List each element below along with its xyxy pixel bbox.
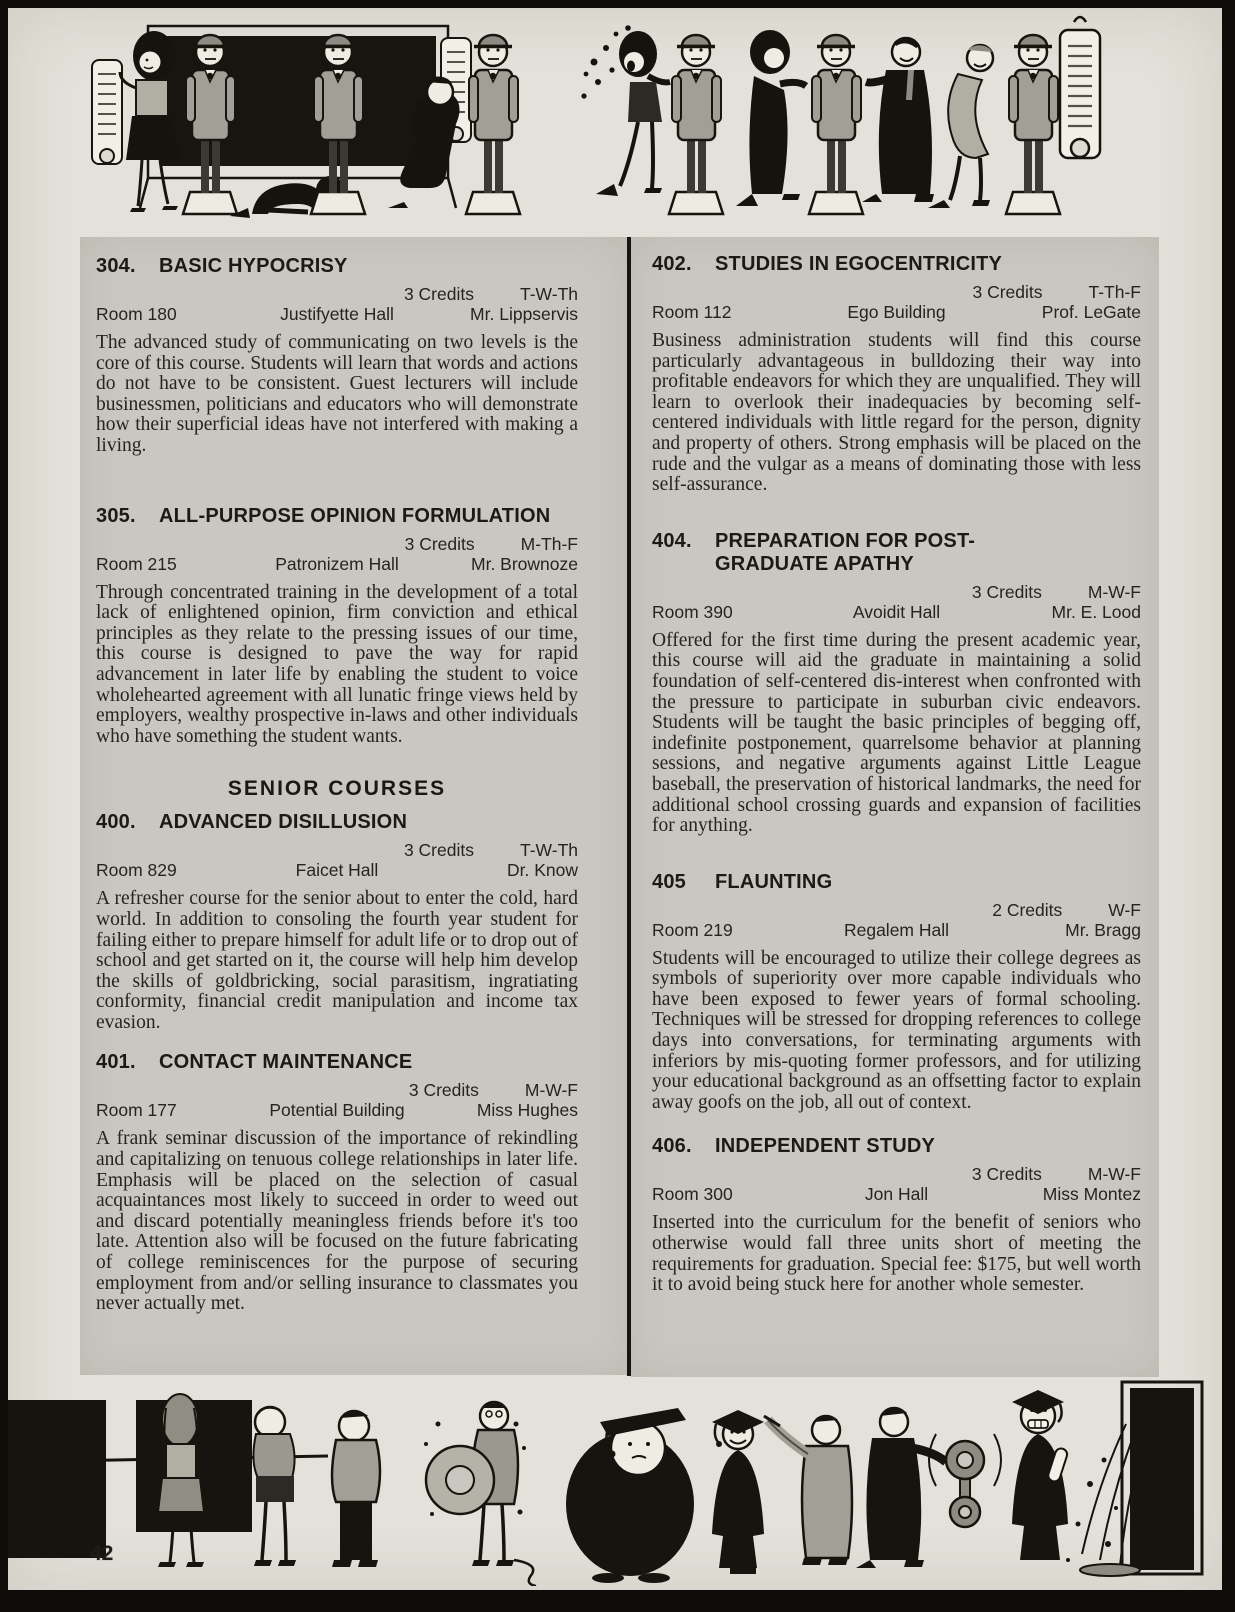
course-402 xyxy=(652,253,1141,496)
building-value: Jon Hall xyxy=(864,1184,929,1205)
course-number: 402. xyxy=(652,253,692,275)
dejected-girl-figure xyxy=(158,1394,204,1567)
grinning-graduate-figure xyxy=(1012,1390,1069,1560)
life-preserver-student-figure xyxy=(424,1402,536,1586)
credits-value: 3 Credits xyxy=(404,533,475,554)
credits-value: 3 Credits xyxy=(408,1080,479,1101)
room-value: Room 219 xyxy=(652,919,733,940)
room-value: Room 300 xyxy=(652,1184,733,1205)
smiling-flatterer-figure xyxy=(862,38,934,202)
pedestal-man-figure xyxy=(809,35,863,214)
credits-row xyxy=(652,283,1141,302)
room-value: Room 390 xyxy=(652,601,733,622)
course-description: Offered for the first time during the present academic year, this course will aid the graduate in maintaining a solid foundation of self-centered dis-interest when confronted with the pressure to participate in suburban civic endeavors. Students will be taught the basic principles of begging off, indefinite postponement, quarrelsome behavior at planning sessions, and negative arguments against Little League baseball, the preservation of historical landmarks, the need for additional school crossing guards and expansion of facilities for anything. xyxy=(652,629,1141,837)
course-title: BASIC HYPOCRISY xyxy=(159,255,348,277)
course-heading xyxy=(652,871,1141,894)
backpatting-admirers-figures xyxy=(736,30,806,206)
course-title: FLAUNTING xyxy=(715,870,833,893)
meta-row xyxy=(652,603,1141,622)
windup-key-icon xyxy=(929,1434,1001,1527)
bottom-cartoon-strip xyxy=(8,1364,1222,1586)
credits-value: 3 Credits xyxy=(972,282,1043,302)
meta-row xyxy=(96,555,578,574)
course-heading xyxy=(652,530,1141,576)
pedestal-worship-cartoon xyxy=(8,12,1222,226)
course-number: 404. xyxy=(652,529,692,552)
course-405 xyxy=(652,871,1141,1114)
credits-value: 3 Credits xyxy=(403,840,474,861)
instructor-value: Miss Hughes xyxy=(476,1100,578,1121)
hunched-laugher-figure xyxy=(928,45,993,208)
instructor-value: Mr. Lippservis xyxy=(470,304,578,324)
course-title: PREPARATION FOR POST-GRADUATE APATHY xyxy=(715,529,976,575)
right-text-panel xyxy=(631,237,1159,1377)
course-description: Students will be encouraged to utilize their college degrees as symbols of superiority over more capable individuals who have been exposed to fewer years of formal schooling. Techniques will be stressed for dropping references to college days into conversations, for terminating arguments with inferiors by mis-quoting former professors, and for utilizing your educational background as an offsetting factor to explain away goofs on the job, all out of context. xyxy=(652,947,1141,1113)
capped-graduate-figure xyxy=(712,1410,764,1574)
room-value: Room 180 xyxy=(96,304,177,324)
days-value: T-W-Th xyxy=(519,284,578,304)
course-number: 401. xyxy=(96,1051,136,1074)
crying-woman-figure xyxy=(581,25,670,196)
section-heading: SENIOR COURSES xyxy=(227,777,447,801)
room-value: Room 177 xyxy=(96,1100,177,1121)
credits-row xyxy=(652,901,1141,920)
course-description: Inserted into the curriculum for the benefit of seniors who otherwise would fall three units short of meeting the requirements for graduation. Special fee: $175, but well worth it to avoid being stuck here for another whole semester. xyxy=(652,1212,1141,1296)
course-title: ALL-PURPOSE OPINION FORMULATION xyxy=(159,504,551,527)
course-heading xyxy=(96,255,578,278)
instructor-value: Mr. E. Lood xyxy=(1051,601,1141,622)
meta-row xyxy=(652,303,1141,322)
course-title: ADVANCED DISILLUSION xyxy=(159,811,408,834)
pedestal-man-figure xyxy=(669,35,723,214)
course-title: CONTACT MAINTENANCE xyxy=(159,1051,413,1074)
building-value: Avoidit Hall xyxy=(852,601,941,622)
building-value: Regalem Hall xyxy=(843,919,950,940)
course-heading xyxy=(96,1051,578,1074)
left-text-panel xyxy=(80,237,628,1375)
credits-value: 3 Credits xyxy=(403,284,474,304)
course-heading xyxy=(652,253,1141,276)
course-number: 400. xyxy=(96,811,136,834)
fat-graduate-figure xyxy=(566,1408,694,1583)
pedestal-man-figure xyxy=(1006,35,1060,214)
instructor-value: Miss Montez xyxy=(1042,1184,1141,1205)
course-description: A refresher course for the senior about to enter the cold, hard world. In addition to consoling the fourth year student for failing either to prepare himself for adult life or to drop out of school and get started on it, the course will help him develop the skills of goldbricking, social parasitism, ingratiating conformity, financial credit manipulation and income tax evasion. xyxy=(96,888,578,1033)
building-value: Justifyette Hall xyxy=(280,304,394,324)
meta-row xyxy=(96,861,578,880)
days-value: M-W-F xyxy=(1087,581,1141,602)
days-value: M-W-F xyxy=(524,1080,578,1101)
days-value: W-F xyxy=(1108,899,1141,920)
course-400 xyxy=(96,811,578,1033)
course-number: 405 xyxy=(652,870,686,893)
building-value: Ego Building xyxy=(847,302,946,322)
days-value: M-W-F xyxy=(1087,1164,1141,1185)
course-title: STUDIES IN EGOCENTRICITY xyxy=(715,253,1003,275)
instructor-value: Prof. LeGate xyxy=(1041,302,1141,322)
cap-placing-official-figure xyxy=(764,1416,852,1565)
dejected-man-jacket-figure xyxy=(332,1411,380,1567)
course-404 xyxy=(652,530,1141,837)
days-value: T-Th-F xyxy=(1088,282,1141,302)
room-value: Room 112 xyxy=(652,302,732,322)
credits-value: 3 Credits xyxy=(971,1164,1042,1185)
building-value: Potential Building xyxy=(269,1100,405,1121)
course-description: Through concentrated training in the development of a total lack of enlightened opinion, firm conviction and ethical principles as they relate to the pressing issues of our time, this course is designed to pave the way for rapid advancement in later life by enabling the student to voice wholehearted agreement with all lunatic fringe views held by employers, wealthy prospective in-laws and other individuals who have something the student wants. xyxy=(96,581,578,747)
course-number: 304. xyxy=(96,255,136,277)
course-number: 406. xyxy=(652,1135,692,1158)
credits-row xyxy=(96,841,578,860)
scanned-page xyxy=(8,8,1222,1590)
course-406 xyxy=(652,1135,1141,1295)
pedestal-man-figure xyxy=(466,35,520,214)
credits-row xyxy=(96,285,578,304)
course-title: INDEPENDENT STUDY xyxy=(715,1135,936,1158)
days-value: T-W-Th xyxy=(519,840,578,861)
credits-row xyxy=(652,1165,1141,1184)
course-description: Business administration students will find this course particularly advantageous in bulldozing their way into profitable endeavors for which they are unqualified. They will learn to overlook their inadequacies by becoming self-centered individuals with little regard for the person, dignity and property of others. Strong emphasis will be placed on the rude and the vulgar as a means of dominating those with less self-assurance. xyxy=(652,330,1141,496)
course-heading xyxy=(96,811,578,834)
room-value: Room 215 xyxy=(96,553,177,574)
course-heading xyxy=(652,1135,1141,1158)
course-401 xyxy=(96,1051,578,1314)
meta-row xyxy=(96,305,578,324)
meta-row xyxy=(652,1185,1141,1204)
course-description: The advanced study of communicating on two levels is the core of this course. Students will learn that words and actions do not have to be consistent. Guest lecturers will include businessmen, politicians and educators who will demonstrate how their superficial ideas have not interfered with making a living. xyxy=(96,332,578,456)
course-number: 305. xyxy=(96,504,136,527)
course-heading xyxy=(96,505,578,528)
course-305 xyxy=(96,505,578,748)
instructor-value: Dr. Know xyxy=(507,860,578,881)
course-304 xyxy=(96,255,578,457)
credits-value: 2 Credits xyxy=(992,899,1063,920)
graduation-line-cartoon xyxy=(8,1364,1222,1586)
dejected-boy-shorts-figure xyxy=(253,1407,296,1566)
building-value: Faicet Hall xyxy=(295,860,379,881)
credits-row xyxy=(652,583,1141,602)
building-value: Patronizem Hall xyxy=(275,553,399,574)
credits-row xyxy=(96,1081,578,1100)
woman-with-scroll-figure xyxy=(92,31,180,212)
credits-row xyxy=(96,535,578,554)
page-number: 42 xyxy=(90,1542,114,1565)
dark-exit-doorway xyxy=(1066,1382,1202,1576)
instructor-value: Mr. Brownoze xyxy=(471,553,578,574)
instructor-value: Mr. Bragg xyxy=(1065,919,1141,940)
course-description: A frank seminar discussion of the importance of rekindling and capitalizing on tenuous college relationships in later life. Emphasis will be placed on the selection of casual acquaintances most likely to succeed in order to weed out and discard potentially meaningless friends before it's too late. Attention also will be focused on the future fabricating of college reminiscences for the purpose of securing employment from and/or selling insurance to classmates you never actually met. xyxy=(96,1128,578,1315)
room-value: Room 829 xyxy=(96,860,177,881)
credits-value: 3 Credits xyxy=(971,581,1042,602)
meta-row xyxy=(96,1101,578,1120)
windup-key-official-figure xyxy=(856,1408,946,1568)
meta-row xyxy=(652,921,1141,940)
long-scroll-document xyxy=(1060,17,1100,158)
days-value: M-Th-F xyxy=(520,533,578,554)
top-cartoon-strip xyxy=(8,12,1222,226)
